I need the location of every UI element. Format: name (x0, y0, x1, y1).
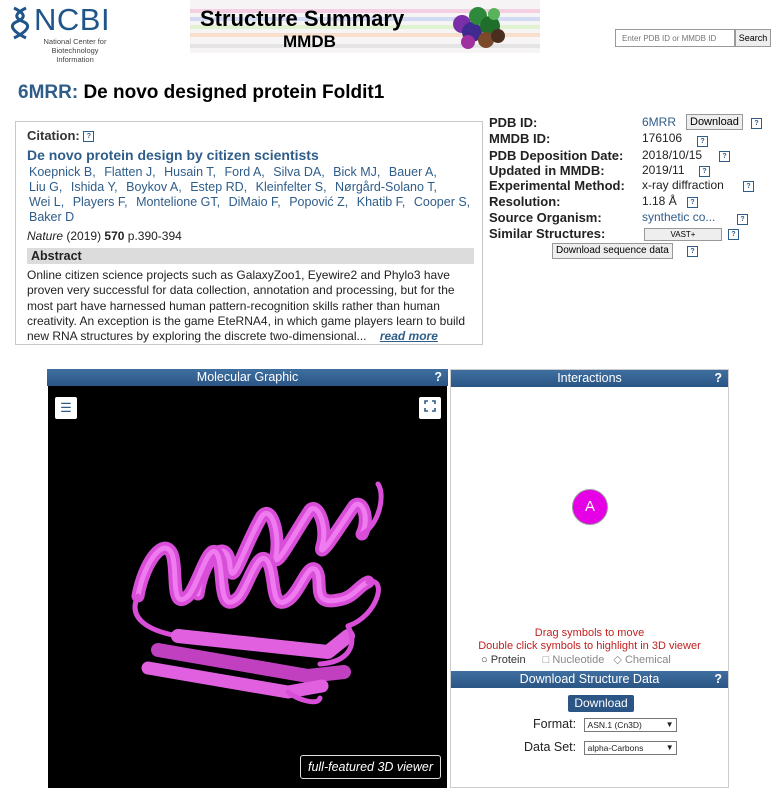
structure-title: De novo designed protein Foldit1 (83, 82, 385, 103)
author-link[interactable]: Boykov A, (126, 180, 182, 194)
author-link[interactable]: Bick MJ, (333, 165, 381, 179)
vast-button[interactable]: VAST+ (644, 228, 722, 241)
author-link[interactable]: Liu G, (29, 180, 63, 194)
author-link[interactable]: Cooper S, (413, 195, 471, 209)
download-structure-button[interactable]: Download (568, 695, 634, 712)
help-icon[interactable]: ? (728, 229, 739, 240)
updated-label: Updated in MMDB: (489, 163, 605, 178)
method-value: x-ray diffraction (642, 178, 724, 192)
dataset-select[interactable]: alpha-Carbons ▼ (584, 741, 677, 755)
read-more-link[interactable]: read more (379, 329, 438, 344)
full-featured-viewer-link[interactable]: full-featured 3D viewer (300, 755, 441, 779)
abstract-header: Abstract (27, 248, 474, 264)
help-icon[interactable]: ? (697, 136, 708, 147)
abstract-text: Online citizen science projects such as GalaxyZoo1, Eyewire2 and Phylo3 have proven very successful for data collection, annotation and processing, but for the most part have harnessed human pattern-recognition skills rather than human creativity. An exception is the game EteRNA4, in which game players learn to build new RNA structures by exploring the discrete two-dimensional... read more (27, 268, 465, 344)
legend-protein: Protein (490, 654, 526, 666)
chain-a-symbol[interactable]: A (572, 489, 608, 525)
deposition-date-label: PDB Deposition Date: (489, 148, 624, 163)
page-title (18, 82, 384, 104)
help-icon[interactable]: ? (743, 181, 754, 192)
help-icon[interactable]: ? (687, 246, 698, 257)
pdb-id-link[interactable]: 6MRR (642, 115, 677, 129)
nucleotide-square-icon: □ (542, 654, 550, 666)
author-link[interactable]: Koepnick B, (29, 165, 96, 179)
journal-year: (2019) (66, 229, 102, 243)
dataset-label: Data Set: (524, 740, 577, 754)
chemical-diamond-icon: ◇ (613, 654, 622, 666)
banner-title: Structure Summary (200, 6, 405, 31)
dna-helix-icon (10, 6, 32, 40)
pdb-id-label: PDB ID: (489, 115, 538, 130)
author-link[interactable]: Montelione GT, (136, 195, 221, 209)
citation-title[interactable]: De novo protein design by citizen scientists (27, 147, 319, 163)
dataset-row (524, 740, 677, 755)
banner-subtitle: MMDB (283, 32, 336, 51)
help-icon[interactable]: ? (714, 371, 722, 385)
help-icon[interactable]: ? (687, 197, 698, 208)
author-link[interactable]: DiMaio F, (228, 195, 281, 209)
author-link[interactable]: Silva DA, (273, 165, 325, 179)
author-link[interactable]: Bauer A, (388, 165, 437, 179)
mmdb-id-label: MMDB ID: (489, 131, 551, 146)
updated-value: 2019/11 (642, 163, 685, 177)
pdb-download-button[interactable]: Download (686, 114, 743, 130)
legend-chemical: Chemical (624, 654, 671, 666)
journal-reference (27, 229, 182, 243)
ncbi-wordmark: NCBI (34, 2, 111, 37)
legend-nucleotide: Nucleotide (552, 654, 605, 666)
menu-icon[interactable]: ☰ (55, 397, 77, 419)
mmdb-id-value: 176106 (642, 131, 683, 145)
format-select[interactable]: ASN.1 (Cn3D) ▼ (584, 718, 677, 732)
help-icon[interactable]: ? (699, 166, 710, 177)
journal-pages: p.390-394 (127, 229, 182, 243)
author-link[interactable]: Popović Z, (289, 195, 349, 209)
help-icon[interactable]: ? (83, 131, 94, 142)
protein-circle-icon: ○ (481, 654, 488, 666)
journal-volume: 570 (104, 229, 125, 243)
structure-summary-banner (190, 0, 540, 53)
help-icon[interactable]: ? (737, 214, 748, 225)
ncbi-logo[interactable] (10, 2, 140, 64)
download-sequence-button[interactable]: Download sequence data (552, 243, 673, 259)
ncbi-subtitle: National Center for Biotechnology Information (43, 37, 107, 64)
format-label: Format: (533, 717, 577, 731)
organism-link[interactable]: synthetic co... (642, 210, 716, 224)
double-click-hint: Double click symbols to highlight in 3D viewer (478, 640, 701, 652)
author-link[interactable]: Flatten J, (104, 165, 156, 179)
organism-label: Source Organism: (489, 210, 602, 225)
citation-box (15, 121, 483, 345)
author-link[interactable]: Ishida Y, (70, 180, 118, 194)
resolution-value: 1.18 Å (642, 194, 677, 208)
author-link[interactable]: Husain T, (164, 165, 216, 179)
interactions-panel (450, 369, 729, 788)
author-link[interactable]: Players F, (72, 195, 128, 209)
protein-ribbon (48, 386, 447, 788)
search-bar (615, 29, 771, 47)
help-icon[interactable]: ? (719, 151, 730, 162)
interactions-header: Interactions ? (451, 370, 728, 387)
help-icon[interactable]: ? (751, 118, 762, 129)
similar-structures-label: Similar Structures: (489, 226, 606, 241)
journal-name: Nature (27, 229, 64, 243)
resolution-label: Resolution: (489, 194, 561, 209)
author-link[interactable]: Wei L, (29, 195, 65, 209)
author-link[interactable]: Nørgård-Solano T, (335, 180, 437, 194)
drag-hint: Drag symbols to move (534, 627, 645, 639)
author-link[interactable]: Ford A, (224, 165, 265, 179)
author-link[interactable]: Kleinfelter S, (255, 180, 327, 194)
method-label: Experimental Method: (489, 178, 625, 193)
interaction-legend (481, 653, 671, 666)
help-icon[interactable]: ? (714, 672, 722, 686)
citation-label: Citation: ? (27, 128, 94, 143)
download-structure-header: Download Structure Data ? (451, 671, 728, 688)
search-button[interactable]: Search (735, 29, 771, 47)
author-link[interactable]: Khatib F, (356, 195, 406, 209)
molecule-icon (448, 2, 510, 52)
author-link[interactable]: Estep RD, (190, 180, 248, 194)
author-link[interactable]: Baker D (29, 210, 75, 224)
deposition-date-value: 2018/10/15 (642, 148, 703, 162)
3d-viewer[interactable] (48, 386, 447, 788)
author-list (29, 165, 479, 225)
molecular-graphic-header: Molecular Graphic ? (47, 369, 448, 386)
format-row (533, 717, 677, 732)
help-icon[interactable]: ? (434, 370, 442, 384)
pdb-id-heading: 6MRR: (18, 82, 79, 103)
search-input[interactable] (615, 29, 735, 47)
molecular-graphic-panel (47, 369, 448, 788)
